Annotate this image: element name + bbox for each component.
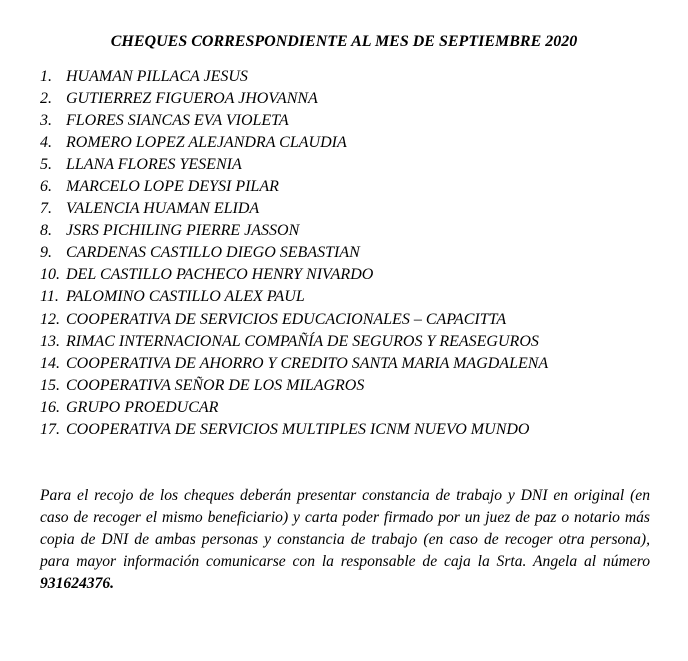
item-number: 9. [40,244,52,262]
note-text: Para el recojo de los cheques deberán presentar constancia de trabajo y DNI en original (en caso de recoger el mismo beneficiario) y carta poder firmado por un juez de paz o notario más copia de DNI de ambas personas y constancia de trabajo (en caso de recoger otra persona), para mayor información comunicarse con la responsable de caja la Srta. Angela al número [40,487,650,570]
beneficiary-list [40,66,548,441]
item-name: COOPERATIVA DE SERVICIOS EDUCACIONALES – CAPACITTA [66,310,507,328]
item-name: DEL CASTILLO PACHECO HENRY NIVARDO [66,266,374,284]
pickup-instructions [40,485,650,595]
item-number: 2. [40,90,52,108]
list-item [40,242,548,264]
item-name: COOPERATIVA SEÑOR DE LOS MILAGROS [66,376,365,394]
item-name: MARCELO LOPE DEYSI PILAR [66,178,279,196]
item-number: 11. [40,288,59,306]
item-number: 14. [40,354,60,372]
item-number: 12. [40,310,60,328]
list-item [40,375,548,397]
item-number: 7. [40,200,52,218]
item-name: PALOMINO CASTILLO ALEX PAUL [66,288,305,306]
item-name: GUTIERREZ FIGUEROA JHOVANNA [66,90,318,108]
item-number: 13. [40,332,60,350]
item-name: LLANA FLORES YESENIA [66,156,242,174]
item-name: CARDENAS CASTILLO DIEGO SEBASTIAN [66,244,360,262]
item-number: 16. [40,398,60,416]
list-item [40,110,548,132]
item-name: ROMERO LOPEZ ALEJANDRA CLAUDIA [66,134,347,152]
item-name: COOPERATIVA DE SERVICIOS MULTIPLES ICNM NUEVO MUNDO [66,420,530,438]
item-number: 5. [40,156,52,174]
item-number: 8. [40,222,52,240]
list-item [40,66,548,88]
item-name: GRUPO PROEDUCAR [66,398,219,416]
item-name: FLORES SIANCAS EVA VIOLETA [66,112,289,130]
list-item [40,198,548,220]
page-title: CHEQUES CORRESPONDIENTE AL MES DE SEPTIEMBRE 2020 [110,33,578,50]
item-number: 1. [40,68,52,85]
item-number: 15. [40,376,60,394]
list-item [40,331,548,353]
item-number: 17. [40,420,60,438]
item-name: VALENCIA HUAMAN ELIDA [66,200,260,218]
item-number: 10. [40,266,60,284]
item-number: 6. [40,178,52,196]
list-item [40,264,548,286]
list-item [40,176,548,198]
list-item [40,286,548,308]
list-item [40,419,548,441]
list-item [40,309,548,331]
list-item [40,353,548,375]
list-item [40,220,548,242]
item-name: JSRS PICHILING PIERRE JASSON [66,222,300,240]
list-item [40,88,548,110]
item-number: 4. [40,134,52,152]
item-name: RIMAC INTERNACIONAL COMPAÑÍA DE SEGUROS Y REASEGUROS [66,332,539,350]
item-name: HUAMAN PILLACA JESUS [66,68,248,85]
item-number: 3. [40,112,52,130]
list-item [40,154,548,176]
contact-phone-number: 931624376. [40,575,115,592]
list-item [40,132,548,154]
item-name: COOPERATIVA DE AHORRO Y CREDITO SANTA MARIA MAGDALENA [66,354,549,372]
list-item [40,397,548,419]
